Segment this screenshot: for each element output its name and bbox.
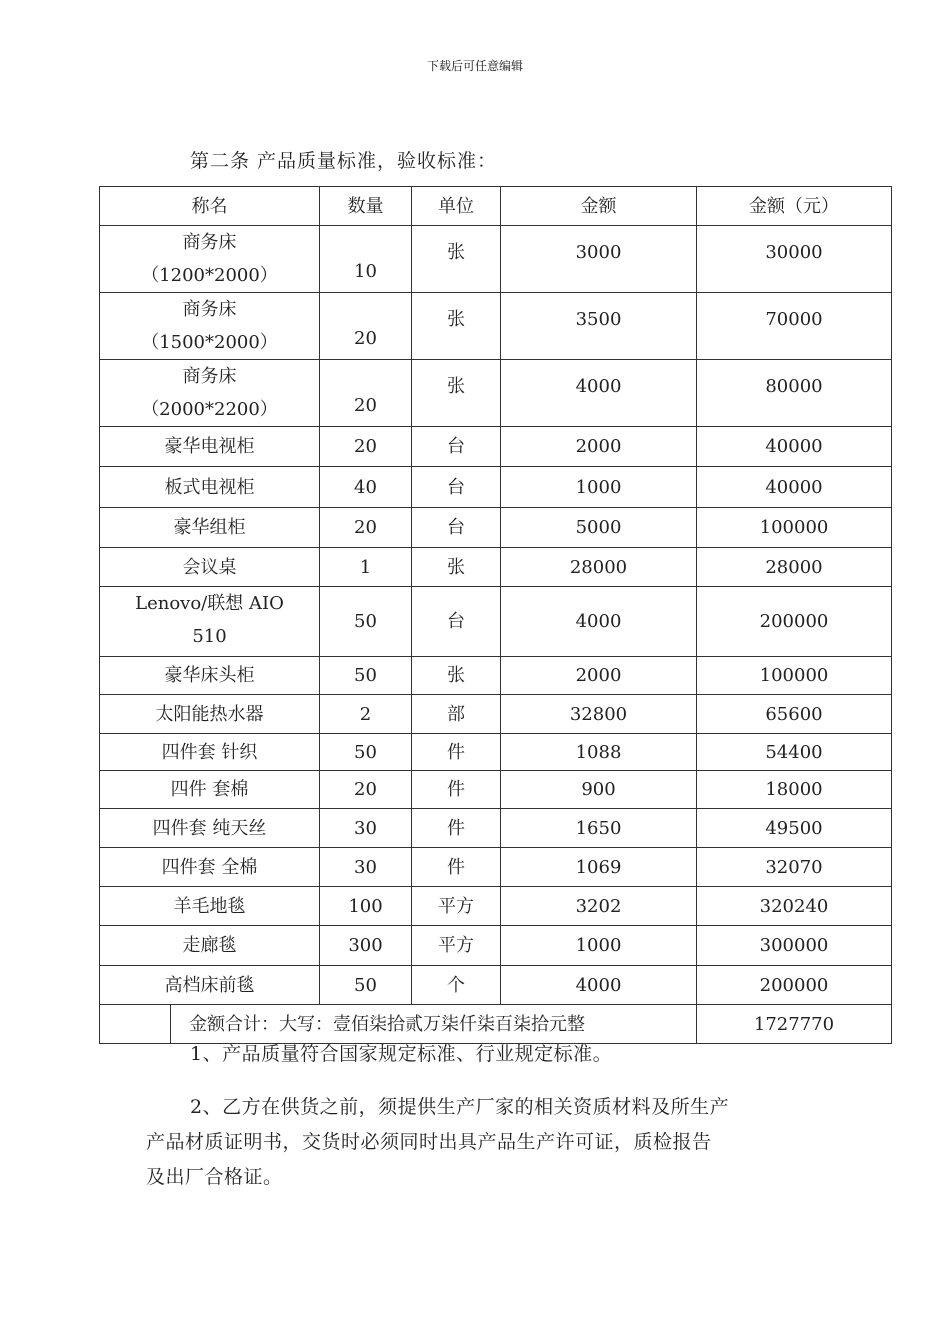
table-row xyxy=(100,966,892,1005)
table-header-row xyxy=(100,187,892,226)
item-quantity: 50 xyxy=(320,734,412,771)
item-quantity: 50 xyxy=(320,587,412,657)
item-name-line: Lenovo/联想 AIO xyxy=(135,593,284,614)
item-name: 高档床前毯 xyxy=(100,966,320,1005)
item-price-text: 3000 xyxy=(575,242,622,263)
item-name: 太阳能热水器 xyxy=(100,695,320,734)
item-price: 1069 xyxy=(501,848,697,887)
item-price: 1088 xyxy=(501,734,697,771)
item-quantity: 50 xyxy=(320,966,412,1005)
total-label: 金额合计：大写：壹佰柒拾贰万柒仟柒百柒拾元整 xyxy=(189,1013,585,1035)
item-name xyxy=(100,360,320,427)
item-quantity-text: 10 xyxy=(354,261,377,282)
product-table xyxy=(99,186,892,1044)
item-quantity-text: 20 xyxy=(354,328,377,349)
item-amount: 32070 xyxy=(697,848,892,887)
table-row xyxy=(100,360,892,427)
header-price: 金额 xyxy=(501,187,697,226)
item-price: 5000 xyxy=(501,508,697,548)
item-name xyxy=(100,587,320,657)
item-name-line: （1500*2000） xyxy=(141,332,278,353)
item-price-text: 3500 xyxy=(575,309,622,330)
header-name: 称名 xyxy=(100,187,320,226)
item-unit xyxy=(412,293,501,360)
item-price: 32800 xyxy=(501,695,697,734)
header-amount: 金额（元） xyxy=(697,187,892,226)
item-unit: 件 xyxy=(412,734,501,771)
total-spacer xyxy=(100,1005,171,1043)
table-row xyxy=(100,587,892,657)
item-price: 3202 xyxy=(501,887,697,926)
item-amount xyxy=(697,226,892,293)
item-name-line: 商务床 xyxy=(182,232,237,253)
table-row xyxy=(100,848,892,887)
table-row xyxy=(100,467,892,508)
item-unit xyxy=(412,360,501,427)
item-name-line: 商务床 xyxy=(182,366,237,387)
item-amount: 40000 xyxy=(697,427,892,467)
item-quantity: 30 xyxy=(320,809,412,848)
table-row xyxy=(100,657,892,695)
table-row xyxy=(100,809,892,848)
item-amount: 320240 xyxy=(697,887,892,926)
item-amount xyxy=(697,293,892,360)
item-name: 羊毛地毯 xyxy=(100,887,320,926)
item-quantity: 20 xyxy=(320,427,412,467)
item-unit-text: 张 xyxy=(447,376,465,397)
item-amount: 100000 xyxy=(697,657,892,695)
item-amount-text: 30000 xyxy=(765,242,823,263)
item-amount: 40000 xyxy=(697,467,892,508)
item-name: 豪华组柜 xyxy=(100,508,320,548)
item-unit: 台 xyxy=(412,427,501,467)
header-unit: 单位 xyxy=(412,187,501,226)
section-title: 第二条 产品质量标准，验收标准： xyxy=(190,150,498,172)
item-quantity: 100 xyxy=(320,887,412,926)
item-amount: 100000 xyxy=(697,508,892,548)
item-price: 28000 xyxy=(501,548,697,587)
item-quantity: 40 xyxy=(320,467,412,508)
table-row xyxy=(100,887,892,926)
item-name xyxy=(100,226,320,293)
item-unit: 件 xyxy=(412,809,501,848)
item-quantity: 2 xyxy=(320,695,412,734)
item-name: 豪华电视柜 xyxy=(100,427,320,467)
item-name-line: （2000*2200） xyxy=(141,399,278,420)
table-row xyxy=(100,734,892,771)
item-amount: 65600 xyxy=(697,695,892,734)
item-unit xyxy=(412,226,501,293)
item-unit: 件 xyxy=(412,771,501,809)
item-amount: 54400 xyxy=(697,734,892,771)
item-amount: 200000 xyxy=(697,966,892,1005)
item-name-line: （1200*2000） xyxy=(141,265,278,286)
item-quantity: 300 xyxy=(320,926,412,966)
item-amount-text: 70000 xyxy=(765,309,823,330)
table-row xyxy=(100,926,892,966)
item-price: 4000 xyxy=(501,587,697,657)
item-quantity: 20 xyxy=(320,771,412,809)
item-quantity: 30 xyxy=(320,848,412,887)
item-price: 900 xyxy=(501,771,697,809)
item-price xyxy=(501,360,697,427)
item-name: 板式电视柜 xyxy=(100,467,320,508)
item-name: 豪华床头柜 xyxy=(100,657,320,695)
item-quantity: 1 xyxy=(320,548,412,587)
item-amount: 300000 xyxy=(697,926,892,966)
item-price xyxy=(501,293,697,360)
item-name: 会议桌 xyxy=(100,548,320,587)
item-quantity: 50 xyxy=(320,657,412,695)
item-quantity xyxy=(320,293,412,360)
item-unit: 平方 xyxy=(412,887,501,926)
item-amount: 200000 xyxy=(697,587,892,657)
item-amount xyxy=(697,360,892,427)
item-name-line: 商务床 xyxy=(182,299,237,320)
item-price xyxy=(501,226,697,293)
item-price: 1650 xyxy=(501,809,697,848)
item-unit: 台 xyxy=(412,508,501,548)
item-price: 2000 xyxy=(501,657,697,695)
item-name: 四件套 全棉 xyxy=(100,848,320,887)
item-unit-text: 张 xyxy=(447,242,465,263)
item-unit: 张 xyxy=(412,657,501,695)
item-amount: 28000 xyxy=(697,548,892,587)
item-price: 1000 xyxy=(501,926,697,966)
item-name xyxy=(100,293,320,360)
table-row xyxy=(100,226,892,293)
table-row xyxy=(100,771,892,809)
table-row xyxy=(100,508,892,548)
table-row xyxy=(100,695,892,734)
item-quantity: 20 xyxy=(320,508,412,548)
item-quantity-text: 20 xyxy=(354,395,377,416)
item-unit: 张 xyxy=(412,548,501,587)
item-name-line: 510 xyxy=(192,626,227,647)
paragraph-2-line-2: 产品材质证明书，交货时必须同时出具产品生产许可证，质检报告 xyxy=(146,1131,712,1153)
item-name: 四件套 纯天丝 xyxy=(100,809,320,848)
item-name: 四件套 针织 xyxy=(100,734,320,771)
item-quantity xyxy=(320,226,412,293)
item-price: 1000 xyxy=(501,467,697,508)
paragraph-2-line-1: 2、乙方在供货之前，须提供生产厂家的相关资质材料及所生产 xyxy=(190,1096,730,1118)
item-name: 走廊毯 xyxy=(100,926,320,966)
item-price-text: 4000 xyxy=(575,376,622,397)
item-amount: 49500 xyxy=(697,809,892,848)
item-unit: 平方 xyxy=(412,926,501,966)
item-unit-text: 张 xyxy=(447,309,465,330)
item-unit: 台 xyxy=(412,467,501,508)
table-row xyxy=(100,548,892,587)
item-quantity xyxy=(320,360,412,427)
item-amount-text: 80000 xyxy=(765,376,823,397)
item-unit: 台 xyxy=(412,587,501,657)
item-amount: 18000 xyxy=(697,771,892,809)
paragraph-2-line-3: 及出厂合格证。 xyxy=(146,1166,283,1188)
total-value: 1727770 xyxy=(697,1005,892,1044)
header-qty: 数量 xyxy=(320,187,412,226)
item-unit: 部 xyxy=(412,695,501,734)
item-unit: 个 xyxy=(412,966,501,1005)
item-price: 2000 xyxy=(501,427,697,467)
table-row xyxy=(100,427,892,467)
item-price: 4000 xyxy=(501,966,697,1005)
table-row xyxy=(100,293,892,360)
paragraph-1: 1、产品质量符合国家规定标准、行业规定标准。 xyxy=(190,1043,613,1065)
item-unit: 件 xyxy=(412,848,501,887)
item-name: 四件 套棉 xyxy=(100,771,320,809)
header-note: 下载后可任意编辑 xyxy=(426,59,523,73)
